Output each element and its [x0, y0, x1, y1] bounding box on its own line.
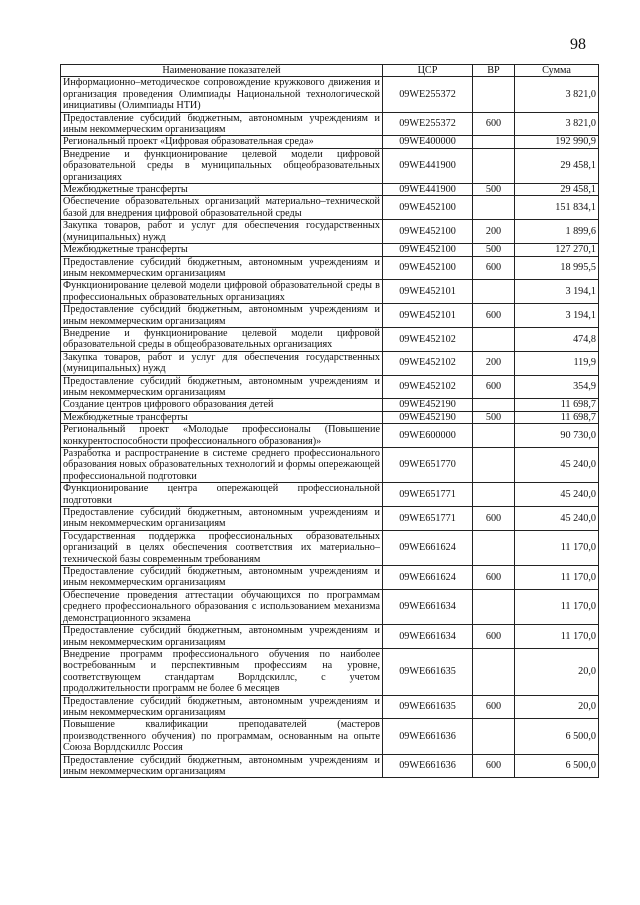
cell-vr: 500 — [473, 184, 515, 196]
cell-vr — [473, 280, 515, 304]
table-row — [61, 507, 599, 531]
cell-csr: 09WE452100 — [383, 244, 473, 256]
cell-sum: 6 500,0 — [515, 719, 599, 754]
cell-vr — [473, 589, 515, 624]
cell-csr: 09WE452101 — [383, 304, 473, 328]
cell-vr: 500 — [473, 411, 515, 423]
cell-sum: 119,9 — [515, 351, 599, 375]
cell-vr: 200 — [473, 351, 515, 375]
table-row — [61, 719, 599, 754]
cell-sum: 474,8 — [515, 327, 599, 351]
cell-sum: 3 821,0 — [515, 112, 599, 136]
table-row — [61, 327, 599, 351]
cell-vr — [473, 424, 515, 448]
cell-csr: 09WE661635 — [383, 648, 473, 695]
cell-csr: 09WE661624 — [383, 530, 473, 565]
cell-name: Межбюджетные трансферты — [61, 411, 383, 423]
cell-vr: 500 — [473, 244, 515, 256]
cell-sum: 11 698,7 — [515, 411, 599, 423]
cell-sum: 90 730,0 — [515, 424, 599, 448]
cell-name: Обеспечение образовательных организаций материально–технической базой для внедрения цифровой образовательной среды — [61, 196, 383, 220]
cell-name: Закупка товаров, работ и услуг для обеспечения государственных (муниципальных) нужд — [61, 351, 383, 375]
cell-sum: 3 194,1 — [515, 304, 599, 328]
cell-name: Создание центров цифрового образования детей — [61, 399, 383, 411]
cell-csr: 09WE651771 — [383, 507, 473, 531]
cell-name: Внедрение программ профессионального обучения по наиболее востребованным и перспективным профессиям на уровне, соответствующем стандартам Ворлдскиллс, с учетом продолжительности программ не более 6 месяцев — [61, 648, 383, 695]
cell-name: Предоставление субсидий бюджетным, автономным учреждениям и иным некоммерческим организациям — [61, 304, 383, 328]
table-header-row — [61, 65, 599, 77]
cell-name: Функционирование центра опережающей профессиональной подготовки — [61, 483, 383, 507]
cell-csr: 09WE651771 — [383, 483, 473, 507]
cell-name: Межбюджетные трансферты — [61, 244, 383, 256]
cell-sum: 354,9 — [515, 375, 599, 399]
cell-csr: 09WE600000 — [383, 424, 473, 448]
cell-name: Предоставление субсидий бюджетным, автономным учреждениям и иным некоммерческим организациям — [61, 695, 383, 719]
table-row — [61, 625, 599, 649]
cell-csr: 09WE452100 — [383, 256, 473, 280]
cell-sum: 1 899,6 — [515, 220, 599, 244]
table-row — [61, 244, 599, 256]
table-row — [61, 351, 599, 375]
cell-csr: 09WE452102 — [383, 327, 473, 351]
cell-csr: 09WE400000 — [383, 136, 473, 148]
cell-sum: 18 995,5 — [515, 256, 599, 280]
table-row — [61, 424, 599, 448]
table-row — [61, 448, 599, 483]
cell-sum: 127 270,1 — [515, 244, 599, 256]
cell-vr — [473, 448, 515, 483]
cell-sum: 11 170,0 — [515, 589, 599, 624]
cell-vr: 200 — [473, 220, 515, 244]
cell-name: Региональный проект «Цифровая образовательная среда» — [61, 136, 383, 148]
cell-sum: 11 698,7 — [515, 399, 599, 411]
table-row — [61, 77, 599, 112]
cell-vr: 600 — [473, 256, 515, 280]
table-row — [61, 184, 599, 196]
table-row — [61, 148, 599, 183]
cell-csr: 09WE651770 — [383, 448, 473, 483]
cell-csr: 09WE661634 — [383, 589, 473, 624]
cell-name: Предоставление субсидий бюджетным, автономным учреждениям и иным некоммерческим организациям — [61, 625, 383, 649]
cell-vr: 600 — [473, 304, 515, 328]
cell-vr — [473, 136, 515, 148]
cell-vr: 600 — [473, 695, 515, 719]
cell-vr: 600 — [473, 375, 515, 399]
cell-csr: 09WE452102 — [383, 375, 473, 399]
cell-vr — [473, 648, 515, 695]
cell-sum: 20,0 — [515, 695, 599, 719]
cell-csr: 09WE452101 — [383, 280, 473, 304]
cell-vr — [473, 196, 515, 220]
cell-name: Внедрение и функционирование целевой модели цифровой образовательной среды в общеобразовательных организациях — [61, 327, 383, 351]
cell-name: Закупка товаров, работ и услуг для обеспечения государственных (муниципальных) нужд — [61, 220, 383, 244]
cell-name: Повышение квалификации преподавателей (мастеров производственного обучения) по программам, основанным на опыте Союза Ворлдскиллс Россия — [61, 719, 383, 754]
cell-name: Предоставление субсидий бюджетным, автономным учреждениям и иным некоммерческим организациям — [61, 754, 383, 778]
cell-sum: 6 500,0 — [515, 754, 599, 778]
cell-csr: 09WE661634 — [383, 625, 473, 649]
table-row — [61, 754, 599, 778]
cell-sum: 29 458,1 — [515, 148, 599, 183]
table-row — [61, 196, 599, 220]
cell-vr — [473, 148, 515, 183]
header-sum: Сумма — [515, 65, 599, 77]
cell-name: Предоставление субсидий бюджетным, автономным учреждениям и иным некоммерческим организациям — [61, 112, 383, 136]
table-row — [61, 483, 599, 507]
cell-csr: 09WE452190 — [383, 411, 473, 423]
table-row — [61, 304, 599, 328]
table-row — [61, 136, 599, 148]
cell-name: Государственная поддержка профессиональных образовательных организаций в целях обеспечения соответствия их материально–технической базы современным требованиям — [61, 530, 383, 565]
cell-sum: 29 458,1 — [515, 184, 599, 196]
cell-csr: 09WE255372 — [383, 112, 473, 136]
table-row — [61, 589, 599, 624]
table-row — [61, 695, 599, 719]
cell-name: Функционирование целевой модели цифровой образовательной среды в профессиональных образовательных организациях — [61, 280, 383, 304]
cell-vr: 600 — [473, 625, 515, 649]
header-csr: ЦСР — [383, 65, 473, 77]
table-row — [61, 280, 599, 304]
table-row — [61, 220, 599, 244]
cell-csr: 09WE661636 — [383, 719, 473, 754]
table-row — [61, 399, 599, 411]
table-row — [61, 256, 599, 280]
cell-sum: 20,0 — [515, 648, 599, 695]
header-name: Наименование показателей — [61, 65, 383, 77]
cell-name: Предоставление субсидий бюджетным, автономным учреждениям и иным некоммерческим организациям — [61, 507, 383, 531]
cell-name: Межбюджетные трансферты — [61, 184, 383, 196]
cell-name: Разработка и распространение в системе среднего профессионального образования новых образовательных технологий и формы опережающей профессиональной подготовки — [61, 448, 383, 483]
cell-csr: 09WE661635 — [383, 695, 473, 719]
cell-sum: 45 240,0 — [515, 448, 599, 483]
cell-vr — [473, 483, 515, 507]
cell-vr: 600 — [473, 566, 515, 590]
table-row — [61, 112, 599, 136]
cell-vr — [473, 530, 515, 565]
cell-csr: 09WE661624 — [383, 566, 473, 590]
cell-csr: 09WE661636 — [383, 754, 473, 778]
cell-csr: 09WE452100 — [383, 220, 473, 244]
cell-sum: 45 240,0 — [515, 483, 599, 507]
cell-vr — [473, 77, 515, 112]
cell-vr: 600 — [473, 507, 515, 531]
page-number: 98 — [570, 36, 586, 53]
cell-sum: 11 170,0 — [515, 530, 599, 565]
cell-csr: 09WE441900 — [383, 148, 473, 183]
cell-sum: 45 240,0 — [515, 507, 599, 531]
table-row — [61, 375, 599, 399]
table-body — [61, 77, 599, 778]
cell-vr — [473, 399, 515, 411]
cell-name: Информационно–методическое сопровождение кружкового движения и организация проведения Олимпиады Национальной технологической инициативы (Олимпиады НТИ) — [61, 77, 383, 112]
table-row — [61, 648, 599, 695]
cell-name: Предоставление субсидий бюджетным, автономным учреждениям и иным некоммерческим организациям — [61, 375, 383, 399]
cell-csr: 09WE255372 — [383, 77, 473, 112]
cell-name: Региональный проект «Молодые профессионалы (Повышение конкурентоспособности профессионального образования)» — [61, 424, 383, 448]
cell-sum: 3 821,0 — [515, 77, 599, 112]
cell-sum: 151 834,1 — [515, 196, 599, 220]
cell-name: Обеспечение проведения аттестации обучающихся по программам среднего профессионального образования с использованием механизма демонстрационного экзамена — [61, 589, 383, 624]
header-vr: ВР — [473, 65, 515, 77]
cell-sum: 3 194,1 — [515, 280, 599, 304]
table-row — [61, 566, 599, 590]
cell-csr: 09WE452190 — [383, 399, 473, 411]
cell-vr — [473, 327, 515, 351]
cell-name: Внедрение и функционирование целевой модели цифровой образовательной среды в муниципальных общеобразовательных организациях — [61, 148, 383, 183]
cell-sum: 11 170,0 — [515, 625, 599, 649]
cell-csr: 09WE441900 — [383, 184, 473, 196]
cell-sum: 11 170,0 — [515, 566, 599, 590]
cell-vr: 600 — [473, 112, 515, 136]
cell-sum: 192 990,9 — [515, 136, 599, 148]
cell-name: Предоставление субсидий бюджетным, автономным учреждениям и иным некоммерческим организациям — [61, 256, 383, 280]
budget-table — [60, 64, 599, 778]
cell-vr — [473, 719, 515, 754]
cell-csr: 09WE452102 — [383, 351, 473, 375]
cell-name: Предоставление субсидий бюджетным, автономным учреждениям и иным некоммерческим организациям — [61, 566, 383, 590]
table-row — [61, 411, 599, 423]
cell-vr: 600 — [473, 754, 515, 778]
cell-csr: 09WE452100 — [383, 196, 473, 220]
table-row — [61, 530, 599, 565]
